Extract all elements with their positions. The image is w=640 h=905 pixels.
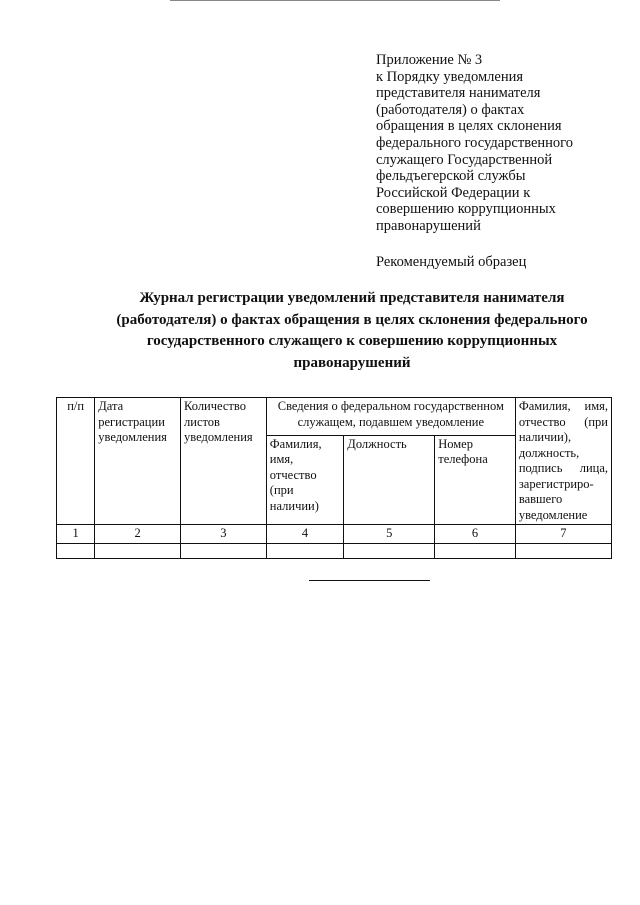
header-sheet-count: Количество листов уведомления [181,398,267,525]
appendix-line: обращения в целях склонения [376,118,562,135]
recommended-sample-label: Рекомендуемый образец [376,254,527,270]
column-number-row [57,525,612,544]
empty-cell [515,543,611,558]
top-scan-line [170,0,500,1]
appendix-line: к Порядку уведомления [376,68,524,85]
header-phone: Номер телефона [435,435,516,524]
column-number: 3 [181,525,267,544]
appendix-line: Приложение № 3 [376,52,483,68]
header-employee-name: Фамилия, имя, отчество (при наличии) [266,435,344,524]
appendix-line: представителя нанимателя [376,85,541,102]
title-line: Журнал регистрации уведомлений представителя нанимателя [139,290,565,306]
column-number: 6 [435,525,516,544]
empty-entry-row [57,543,612,558]
empty-cell [266,543,344,558]
header-registration-date: Дата регистрации уведомления [95,398,181,525]
appendix-line: Российской Федерации к [376,184,531,201]
title-line: государственного служащего к совершению коррупционных [146,333,558,349]
column-number: 7 [515,525,611,544]
empty-cell [435,543,516,558]
empty-cell [181,543,267,558]
journal-table [56,397,612,559]
appendix-line: совершению коррупционных [376,201,556,218]
header-employee-info: Сведения о федеральном государственном служащем, подавшем уведомление [266,398,515,436]
title-line: (работодателя) о фактах обращения в целях склонения федерального [116,311,588,328]
header-registrar: Фамилия, имя, отчество (при наличии), должность, подпись лица, зарегистриро-вавшего уведомление [515,398,611,525]
appendix-line: служащего Государственной [376,151,553,168]
column-number: 1 [57,525,95,544]
document-title [96,288,608,374]
empty-cell [344,543,435,558]
appendix-block [376,52,606,235]
table-header-row [57,398,612,436]
column-number: 2 [95,525,181,544]
header-number: п/п [57,398,95,525]
appendix-line: правонарушений [376,217,481,234]
appendix-line: фельдъегерской службы [376,168,526,185]
appendix-line: (работодателя) о фактах [376,101,525,118]
column-number: 5 [344,525,435,544]
end-divider [309,580,430,581]
column-number: 4 [266,525,344,544]
appendix-line: федерального государственного [376,134,574,151]
empty-cell [57,543,95,558]
title-line: правонарушений [293,354,411,371]
header-position: Должность [344,435,435,524]
empty-cell [95,543,181,558]
